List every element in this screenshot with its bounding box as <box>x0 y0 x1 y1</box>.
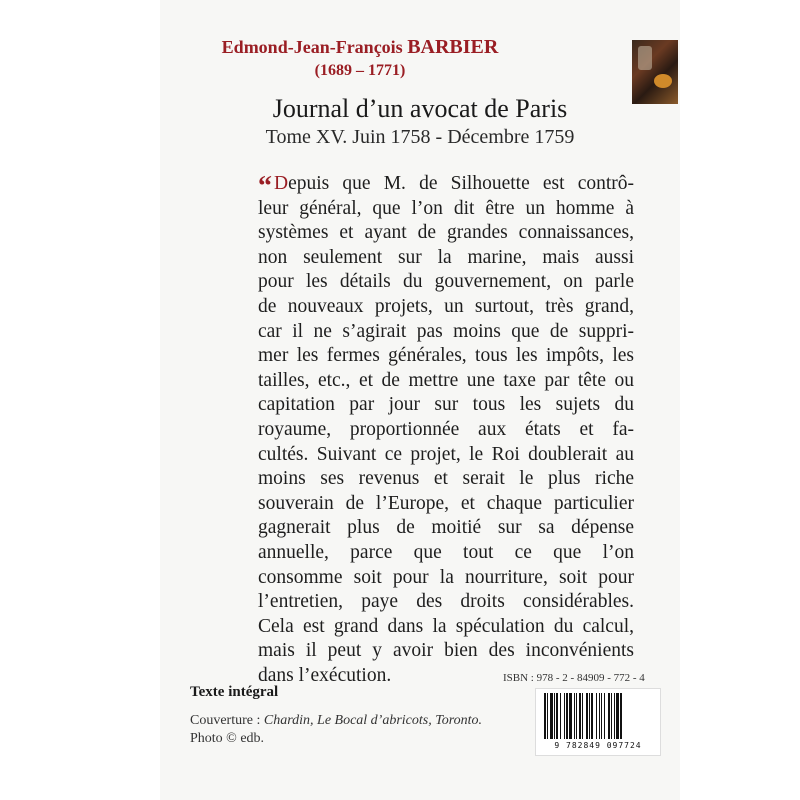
barcode-bar <box>604 693 605 739</box>
texte-integral-label: Texte intégral <box>190 684 279 700</box>
glass-jar-shape <box>638 46 652 70</box>
barcode-bar <box>564 693 565 739</box>
quote-dropcap: D <box>274 173 289 194</box>
barcode-bar <box>601 693 602 739</box>
barcode-bar <box>611 693 612 739</box>
barcode-bar <box>608 693 610 739</box>
barcode-bar <box>579 693 581 739</box>
barcode-bar <box>576 693 577 739</box>
quote-line: cultés. Suivant ce projet, le Roi doublerait au <box>258 443 634 465</box>
barcode-bar <box>599 693 600 739</box>
barcode-bar <box>560 693 561 739</box>
barcode-bar <box>596 693 597 739</box>
quote-line: souverain de l’Europe, et chaque particulier <box>258 492 634 514</box>
author-surname: BARBIER <box>407 36 499 58</box>
quote-line: mais il peut y avoir bien des inconvénients <box>258 640 634 662</box>
barcode-bar <box>591 693 593 739</box>
quote-line: annuelle, parce que tout ce que l’on <box>258 541 634 563</box>
barcode <box>535 688 661 756</box>
quote-line: non seulement sur la marine, mais aussi <box>258 246 634 268</box>
quote-line: pour les détails du gouvernement, on parle <box>258 271 634 293</box>
quote-line: mer les fermes générales, tous les impôts, les <box>258 345 634 367</box>
author-name <box>160 36 560 59</box>
book-subtitle: Tome XV. Juin 1758 - Décembre 1759 <box>265 126 575 148</box>
quote-line: royaume, proportionnée aux états et fa- <box>258 418 634 440</box>
barcode-bar <box>620 693 622 739</box>
barcode-bar <box>574 693 575 739</box>
book-title: Journal d’un avocat de Paris <box>272 94 568 123</box>
barcode-bar <box>547 693 548 739</box>
isbn-text: ISBN : 978 - 2 - 84909 - 772 - 4 <box>503 672 645 684</box>
quote-line: de nouveaux projets, un surtout, très grand, <box>258 295 634 317</box>
quote-line: capitation par jour sur tous les sujets du <box>258 394 634 416</box>
quote-line: Cela est grand dans la spéculation du calcul, <box>258 615 634 637</box>
quote-line: “ Depuis que M. de Silhouette est contrô- <box>258 171 634 202</box>
author-given-names: Edmond-Jean-François <box>221 37 403 57</box>
barcode-bar <box>614 693 615 739</box>
quote-line: consomme soit pour la nourriture, soit pour <box>258 566 634 588</box>
quote-line: moins ses revenus et serait le plus riche <box>258 468 634 490</box>
apricot-shape <box>654 74 672 88</box>
barcode-bar <box>544 693 546 739</box>
quote-line: dans l’exécution. <box>258 664 392 686</box>
blurb-quote <box>258 172 634 688</box>
barcode-number: 9 782849 097724 <box>554 741 642 750</box>
photo-credit: Photo © edb. <box>190 731 265 746</box>
quote-line: leur général, que l’on dit être un homme à <box>258 197 634 219</box>
barcode-bar <box>556 693 558 739</box>
barcode-bar <box>589 693 590 739</box>
barcode-bar <box>550 693 553 739</box>
barcode-bars <box>542 693 654 741</box>
couverture-work: Chardin, Le Bocal d’abricots, Toronto. <box>263 713 483 728</box>
quote-line: tailles, etc., et de mettre une taxe par tête ou <box>258 369 634 391</box>
barcode-bar <box>582 693 583 739</box>
barcode-bar <box>586 693 588 739</box>
quote-line: gagnerait plus de moitié sur sa dépense <box>258 517 634 539</box>
quote-line: systèmes et ayant de grandes connaissances, <box>258 222 634 244</box>
barcode-bar <box>569 693 572 739</box>
quote-line: car il ne s’agirait pas moins que de suppri- <box>258 320 634 342</box>
couverture-label: Couverture : <box>190 713 264 728</box>
quote-line: l’entretien, paye des droits considérables. <box>258 591 634 613</box>
barcode-bar <box>554 693 555 739</box>
barcode-bar <box>566 693 568 739</box>
barcode-bar <box>616 693 619 739</box>
cover-credits <box>190 712 482 748</box>
quote-open-mark: “ <box>258 171 272 202</box>
author-dates: (1689 – 1771) <box>314 62 406 79</box>
